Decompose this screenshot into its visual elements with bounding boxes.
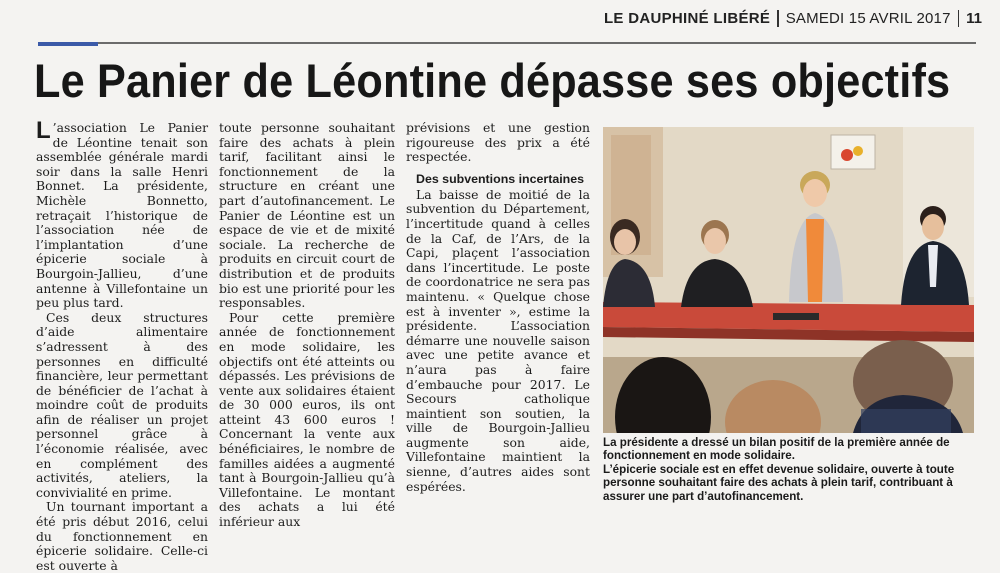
article-paragraph: Un tournant important a été pris début 2016, celui du fonctionnement en épicerie solidaire. Celle-ci est ouverte à <box>36 499 208 573</box>
article-paragraph: La baisse de moitié de la subvention du Département, l’incertitude quand à celles de la Caf, de l’Ars, de la Capi, plaçent l’association dans l’incertitude. Le poste de coordonatrice ne sera pas maintenu. « Quelque chose est à inventer », estime la présidente. L’association démarre une nouvelle saison avec une petite avance et n’aura pas à faire d’embauche pour 2017. Le Secours catholique maintient son soutien, la ville de Bourgoin-Jallieu augmente son aide, Villefontaine maintient la sienne, d’autres aides sont espérées. <box>406 186 590 494</box>
issue-date: SAMEDI 15 AVRIL 2017 <box>785 10 951 27</box>
article-column-2 <box>219 121 395 530</box>
article-paragraph: L ’association Le Panier de Léontine tenait son assemblée générale mardi soir dans la salle Henri Bonnet. La présidente, Michèle Bonnetto, retraçait l’historique de l’association née de l’implantation d’une épicerie sociale à Bourgoin-Jallieu, d’une antenne à Villefontaine un peu plus tard. <box>36 117 208 311</box>
masthead-separator <box>958 10 960 27</box>
article-paragraph: Pour cette première année de fonctionnement en mode solidaire, les objectifs ont été atteints ou dépassés. Les prévisions de vente aux solidaires étaient de 30 000 euros, ils ont atteint 43 600 euros ! Concernant la vente aux bénéficiaires, le nombre de familles aidées a augmenté tant à Bourgoin-Jallieu qu’à Villefontaine. Le montant des achats a lui été inférieur aux <box>219 309 395 530</box>
header-rule-accent <box>38 42 98 46</box>
header-rule <box>38 42 976 44</box>
article-paragraph: prévisions et une gestion rigoureuse des prix a été respectée. <box>406 120 590 165</box>
photo-illustration <box>603 127 974 433</box>
meeting-photo <box>603 127 974 433</box>
article-headline: Le Panier de Léontine dépasse ses objectifs <box>34 54 951 107</box>
article-column-1 <box>36 117 208 573</box>
drop-cap: L <box>36 117 51 144</box>
masthead-separator <box>777 10 779 27</box>
article-paragraph: toute personne souhaitant faire des achats à plein tarif, facilitant ainsi le fonctionnement de la structure en créant une part d’autofinancement. Le Panier de Léontine est un espace de vie et de mixité sociale. La recherche de produits en circuit court de distribution et de produits bio est une priorité pour les responsables. <box>219 120 395 311</box>
masthead <box>604 10 982 27</box>
article-column-3 <box>406 121 590 494</box>
caption-line: L’épicerie sociale est en effet devenue solidaire, ouverte à toute personne souhaitant faire des achats à plein tarif, contribuant à assurer une part d’autofinancement. <box>603 462 955 503</box>
newspaper-name: LE DAUPHINÉ LIBÉRÉ <box>603 10 771 27</box>
photo-caption <box>603 436 975 503</box>
caption-line: La présidente a dressé un bilan positif de la première année de fonctionnement en mode solidaire. <box>603 436 950 463</box>
article-subhead: Des subventions incertaines <box>416 171 585 186</box>
page-number: 11 <box>966 10 982 27</box>
article-paragraph: Ces deux structures d’aide alimentaire s’adressent à des personnes en difficulté financière, leur permettant de bénéficier de l’achat à moindre coût de produits afin de réaliser un projet personnel grâce à l’économie réalisée, avec en complément des activités, ateliers, la convivialité en prime. <box>36 309 208 500</box>
